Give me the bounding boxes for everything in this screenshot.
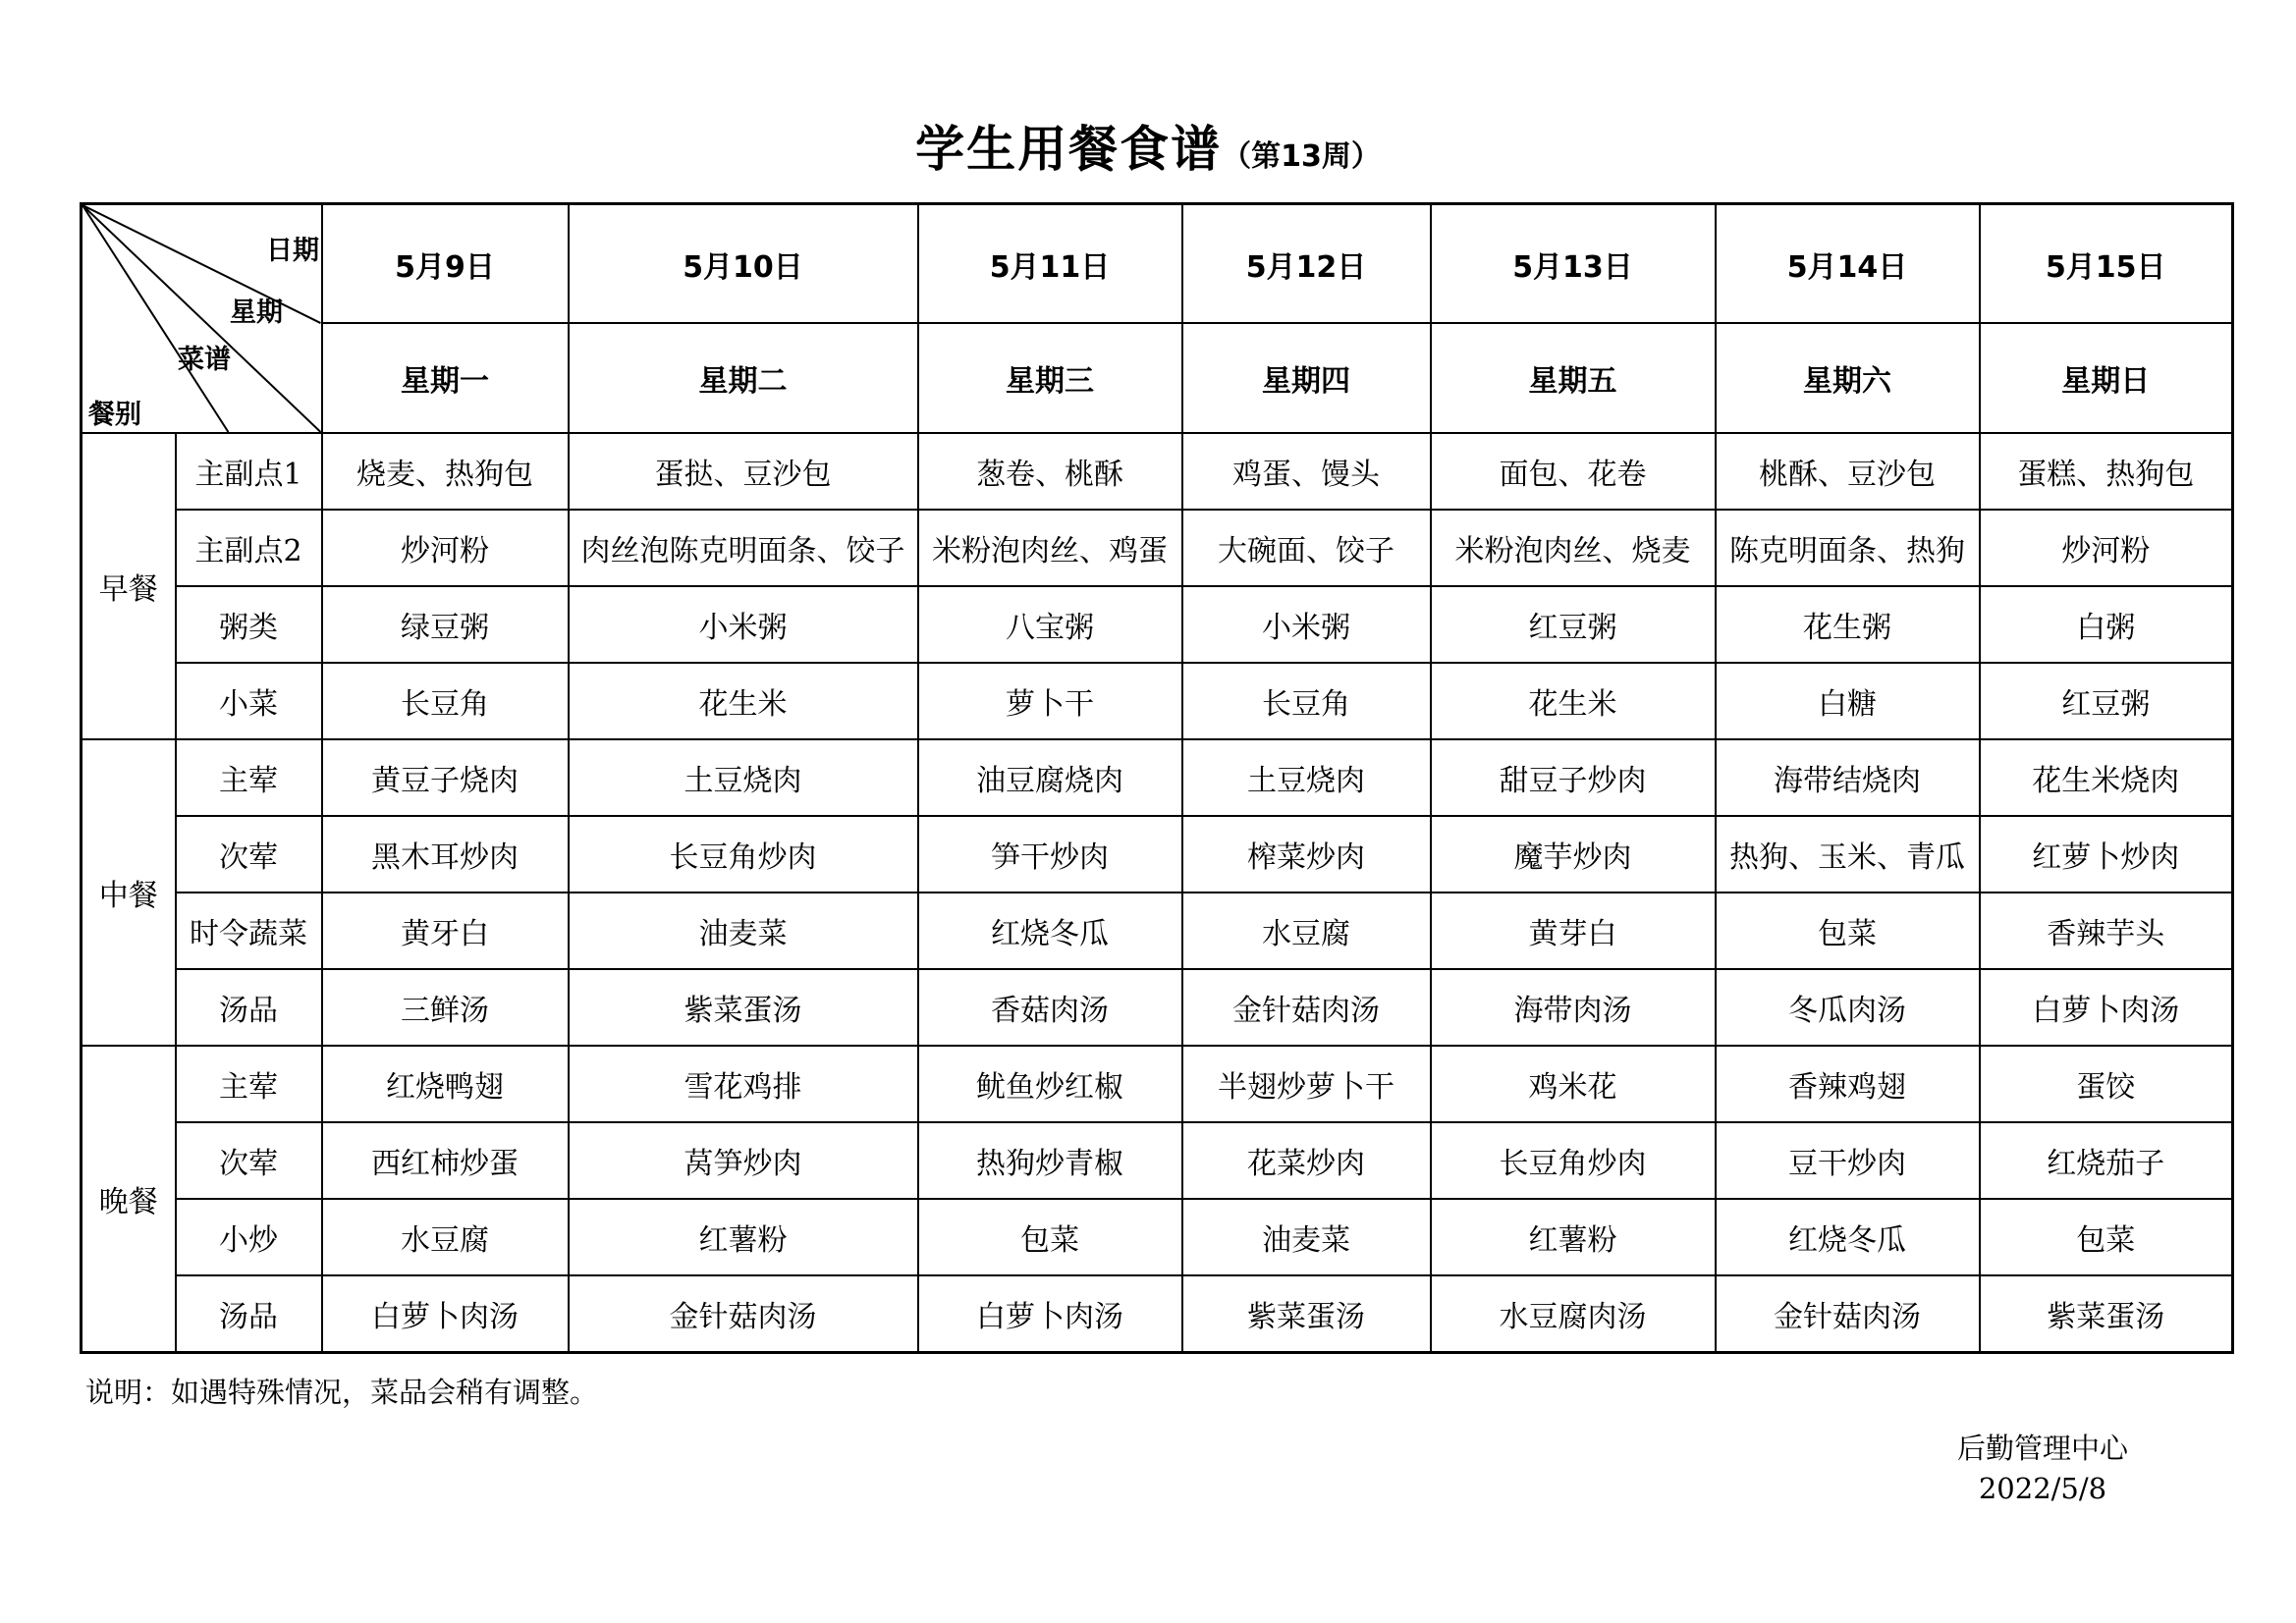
date-cell: 5月15日 bbox=[1980, 204, 2233, 324]
dish-cell: 红薯粉 bbox=[1431, 1199, 1716, 1275]
corner-label-weekday: 星期 bbox=[230, 298, 283, 328]
dish-cell: 蛋糕、热狗包 bbox=[1980, 433, 2233, 510]
menu-row bbox=[82, 1199, 2233, 1275]
dish-cell: 红豆粥 bbox=[1980, 663, 2233, 739]
menu-row bbox=[82, 586, 2233, 663]
dish-cell: 甜豆子炒肉 bbox=[1431, 739, 1716, 816]
weekday-header-row bbox=[82, 323, 2233, 433]
dish-cell: 小米粥 bbox=[569, 586, 918, 663]
meal-label: 早餐 bbox=[82, 433, 176, 739]
weekday-cell: 星期一 bbox=[322, 323, 569, 433]
signature-org: 后勤管理中心 bbox=[1956, 1432, 2128, 1465]
menu-row bbox=[82, 816, 2233, 893]
dish-cell: 长豆角 bbox=[1182, 663, 1431, 739]
dish-cell: 陈克明面条、热狗 bbox=[1716, 510, 1980, 586]
dish-cell: 长豆角炒肉 bbox=[569, 816, 918, 893]
dish-cell: 鸡蛋、馒头 bbox=[1182, 433, 1431, 510]
dish-cell: 半翅炒萝卜干 bbox=[1182, 1046, 1431, 1122]
corner-label-date: 日期 bbox=[266, 236, 319, 266]
category-label: 主荤 bbox=[176, 1046, 322, 1122]
dish-cell: 白萝卜肉汤 bbox=[918, 1275, 1182, 1353]
dish-cell: 莴笋炒肉 bbox=[569, 1122, 918, 1199]
dish-cell: 豆干炒肉 bbox=[1716, 1122, 1980, 1199]
dish-cell: 炒河粉 bbox=[1980, 510, 2233, 586]
dish-cell: 魔芋炒肉 bbox=[1431, 816, 1716, 893]
dish-cell: 三鲜汤 bbox=[322, 969, 569, 1046]
category-label: 主副点1 bbox=[176, 433, 322, 510]
dish-cell: 金针菇肉汤 bbox=[569, 1275, 918, 1353]
dish-cell: 炒河粉 bbox=[322, 510, 569, 586]
dish-cell: 白萝卜肉汤 bbox=[322, 1275, 569, 1353]
dish-cell: 长豆角 bbox=[322, 663, 569, 739]
title-week: （第13周） bbox=[1222, 139, 1381, 174]
dish-cell: 红烧冬瓜 bbox=[918, 893, 1182, 969]
dish-cell: 红豆粥 bbox=[1431, 586, 1716, 663]
dish-cell: 小米粥 bbox=[1182, 586, 1431, 663]
dish-cell: 黑木耳炒肉 bbox=[322, 816, 569, 893]
dish-cell: 西红柿炒蛋 bbox=[322, 1122, 569, 1199]
menu-row bbox=[82, 510, 2233, 586]
dish-cell: 蛋挞、豆沙包 bbox=[569, 433, 918, 510]
weekday-cell: 星期三 bbox=[918, 323, 1182, 433]
dish-cell: 萝卜干 bbox=[918, 663, 1182, 739]
dish-cell: 香辣芋头 bbox=[1980, 893, 2233, 969]
signature-block bbox=[1957, 1429, 2128, 1509]
dish-cell: 八宝粥 bbox=[918, 586, 1182, 663]
dish-cell: 花菜炒肉 bbox=[1182, 1122, 1431, 1199]
dish-cell: 榨菜炒肉 bbox=[1182, 816, 1431, 893]
category-label: 主荤 bbox=[176, 739, 322, 816]
dish-cell: 红薯粉 bbox=[569, 1199, 918, 1275]
diagonal-header-cell bbox=[82, 204, 322, 434]
corner-label-menu: 菜谱 bbox=[178, 345, 231, 375]
dish-cell: 花生粥 bbox=[1716, 586, 1980, 663]
dish-cell: 黄芽白 bbox=[1431, 893, 1716, 969]
dish-cell: 油豆腐烧肉 bbox=[918, 739, 1182, 816]
category-label: 小菜 bbox=[176, 663, 322, 739]
dish-cell: 米粉泡肉丝、鸡蛋 bbox=[918, 510, 1182, 586]
dish-cell: 油麦菜 bbox=[1182, 1199, 1431, 1275]
weekday-cell: 星期四 bbox=[1182, 323, 1431, 433]
dish-cell: 海带结烧肉 bbox=[1716, 739, 1980, 816]
dish-cell: 葱卷、桃酥 bbox=[918, 433, 1182, 510]
dish-cell: 水豆腐 bbox=[1182, 893, 1431, 969]
title-main: 学生用餐食谱 bbox=[915, 121, 1223, 178]
date-cell: 5月13日 bbox=[1431, 204, 1716, 324]
date-cell: 5月10日 bbox=[569, 204, 918, 324]
category-label: 汤品 bbox=[176, 969, 322, 1046]
corner-label-meal: 餐别 bbox=[88, 400, 141, 430]
meal-label: 晚餐 bbox=[82, 1046, 176, 1353]
dish-cell: 紫菜蛋汤 bbox=[1182, 1275, 1431, 1353]
dish-cell: 米粉泡肉丝、烧麦 bbox=[1431, 510, 1716, 586]
dish-cell: 金针菇肉汤 bbox=[1716, 1275, 1980, 1353]
dish-cell: 鸡米花 bbox=[1431, 1046, 1716, 1122]
dish-cell: 花生米 bbox=[569, 663, 918, 739]
dish-cell: 白萝卜肉汤 bbox=[1980, 969, 2233, 1046]
date-cell: 5月11日 bbox=[918, 204, 1182, 324]
dish-cell: 海带肉汤 bbox=[1431, 969, 1716, 1046]
dish-cell: 长豆角炒肉 bbox=[1431, 1122, 1716, 1199]
date-cell: 5月9日 bbox=[322, 204, 569, 324]
weekday-cell: 星期五 bbox=[1431, 323, 1716, 433]
menu-row bbox=[82, 433, 2233, 510]
dish-cell: 桃酥、豆沙包 bbox=[1716, 433, 1980, 510]
category-label: 小炒 bbox=[176, 1199, 322, 1275]
dish-cell: 香菇肉汤 bbox=[918, 969, 1182, 1046]
dish-cell: 冬瓜肉汤 bbox=[1716, 969, 1980, 1046]
date-cell: 5月14日 bbox=[1716, 204, 1980, 324]
category-label: 粥类 bbox=[176, 586, 322, 663]
dish-cell: 热狗、玉米、青瓜 bbox=[1716, 816, 1980, 893]
dish-cell: 土豆烧肉 bbox=[569, 739, 918, 816]
date-cell: 5月12日 bbox=[1182, 204, 1431, 324]
menu-table bbox=[80, 202, 2234, 1354]
dish-cell: 黄豆子烧肉 bbox=[322, 739, 569, 816]
menu-row bbox=[82, 739, 2233, 816]
menu-row bbox=[82, 1275, 2233, 1353]
menu-row bbox=[82, 969, 2233, 1046]
page-title bbox=[0, 110, 2296, 181]
dish-cell: 红萝卜炒肉 bbox=[1980, 816, 2233, 893]
dish-cell: 紫菜蛋汤 bbox=[569, 969, 918, 1046]
dish-cell: 油麦菜 bbox=[569, 893, 918, 969]
menu-row bbox=[82, 893, 2233, 969]
dish-cell: 白粥 bbox=[1980, 586, 2233, 663]
dish-cell: 花生米 bbox=[1431, 663, 1716, 739]
dish-cell: 红烧鸭翅 bbox=[322, 1046, 569, 1122]
category-label: 主副点2 bbox=[176, 510, 322, 586]
dish-cell: 肉丝泡陈克明面条、饺子 bbox=[569, 510, 918, 586]
dish-cell: 蛋饺 bbox=[1980, 1046, 2233, 1122]
dish-cell: 包菜 bbox=[1980, 1199, 2233, 1275]
signature-date: 2022/5/8 bbox=[1978, 1472, 2107, 1505]
dish-cell: 水豆腐肉汤 bbox=[1431, 1275, 1716, 1353]
dish-cell: 红烧茄子 bbox=[1980, 1122, 2233, 1199]
dish-cell: 水豆腐 bbox=[322, 1199, 569, 1275]
category-label: 时令蔬菜 bbox=[176, 893, 322, 969]
dish-cell: 包菜 bbox=[918, 1199, 1182, 1275]
footnote: 说明：如遇特殊情况，菜品会稍有调整。 bbox=[85, 1376, 599, 1409]
dish-cell: 面包、花卷 bbox=[1431, 433, 1716, 510]
dish-cell: 紫菜蛋汤 bbox=[1980, 1275, 2233, 1353]
dish-cell: 红烧冬瓜 bbox=[1716, 1199, 1980, 1275]
category-label: 次荤 bbox=[176, 1122, 322, 1199]
dish-cell: 绿豆粥 bbox=[322, 586, 569, 663]
dish-cell: 热狗炒青椒 bbox=[918, 1122, 1182, 1199]
dish-cell: 土豆烧肉 bbox=[1182, 739, 1431, 816]
meal-label: 中餐 bbox=[82, 739, 176, 1046]
dish-cell: 黄牙白 bbox=[322, 893, 569, 969]
dish-cell: 笋干炒肉 bbox=[918, 816, 1182, 893]
weekday-cell: 星期日 bbox=[1980, 323, 2233, 433]
category-label: 汤品 bbox=[176, 1275, 322, 1353]
dish-cell: 烧麦、热狗包 bbox=[322, 433, 569, 510]
dish-cell: 花生米烧肉 bbox=[1980, 739, 2233, 816]
dish-cell: 鱿鱼炒红椒 bbox=[918, 1046, 1182, 1122]
dish-cell: 大碗面、饺子 bbox=[1182, 510, 1431, 586]
dish-cell: 雪花鸡排 bbox=[569, 1046, 918, 1122]
menu-row bbox=[82, 1046, 2233, 1122]
dish-cell: 金针菇肉汤 bbox=[1182, 969, 1431, 1046]
date-header-row bbox=[82, 204, 2233, 324]
category-label: 次荤 bbox=[176, 816, 322, 893]
menu-row bbox=[82, 663, 2233, 739]
weekday-cell: 星期六 bbox=[1716, 323, 1980, 433]
menu-row bbox=[82, 1122, 2233, 1199]
dish-cell: 香辣鸡翅 bbox=[1716, 1046, 1980, 1122]
weekday-cell: 星期二 bbox=[569, 323, 918, 433]
dish-cell: 包菜 bbox=[1716, 893, 1980, 969]
dish-cell: 白糖 bbox=[1716, 663, 1980, 739]
